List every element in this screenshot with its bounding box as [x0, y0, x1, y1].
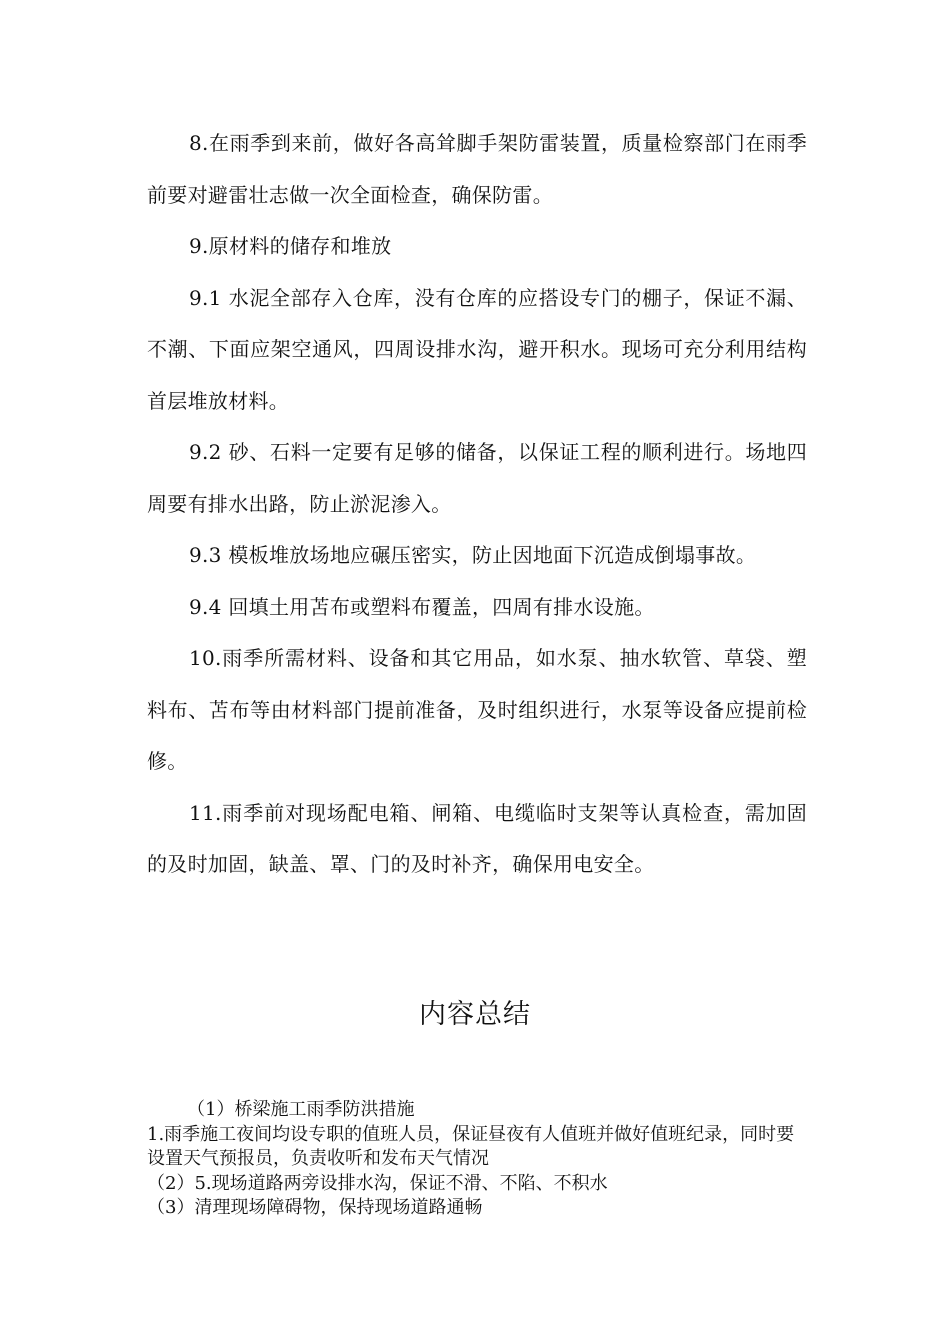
paragraph-electrical-inspection: 11.雨季前对现场配电箱、闸箱、电缆临时支架等认真检查，需加固的及时加固，缺盖、罩、门的及时补齐，确保用电安全。: [147, 800, 807, 876]
summary-title: 内容总结: [419, 999, 531, 1030]
paragraph-cement-storage: 9.1 水泥全部存入仓库，没有仓库的应搭设专门的棚子，保证不漏、不潮、下面应架空通风，四周设排水沟，避开积水。现场可充分利用结构首层堆放材料。: [147, 285, 807, 413]
paragraph-lightning-protection: 8.在雨季到来前，做好各高耸脚手架防雷装置，质量检察部门在雨季前要对避雷壮志做一次全面检查，确保防雷。: [147, 131, 807, 207]
paragraph-backfill-cover: 9.4 回填土用苫布或塑料布覆盖，四周有排水设施。: [189, 594, 655, 619]
summary-line: （3）清理现场障碍物，保持现场道路通畅: [147, 1197, 483, 1218]
summary-line: （1）桥梁施工雨季防洪措施: [187, 1099, 415, 1120]
summary-line: 1.雨季施工夜间均设专职的值班人员，保证昼夜有人值班并做好值班纪录，同时要设置天气预报员，负责收听和发布天气情况: [147, 1123, 795, 1169]
paragraph-formwork-site: 9.3 模板堆放场地应碾压密实，防止因地面下沉造成倒塌事故。: [189, 543, 757, 567]
summary-block: [147, 1098, 807, 1221]
paragraph-material-storage-heading: 9.原材料的储存和堆放: [189, 234, 392, 258]
paragraph-rainy-season-supplies: 10.雨季所需材料、设备和其它用品，如水泵、抽水软管、草袋、塑料布、苫布等由材料部门提前准备，及时组织进行，水泵等设备应提前检修。: [147, 646, 807, 773]
paragraph-sand-stone-reserve: 9.2 砂、石料一定要有足够的储备，以保证工程的顺利进行。场地四周要有排水出路，防止淤泥渗入。: [147, 440, 807, 516]
summary-line: （2）5.现场道路两旁设排水沟，保证不滑、不陷、不积水: [147, 1172, 608, 1194]
document-body: [147, 118, 807, 891]
